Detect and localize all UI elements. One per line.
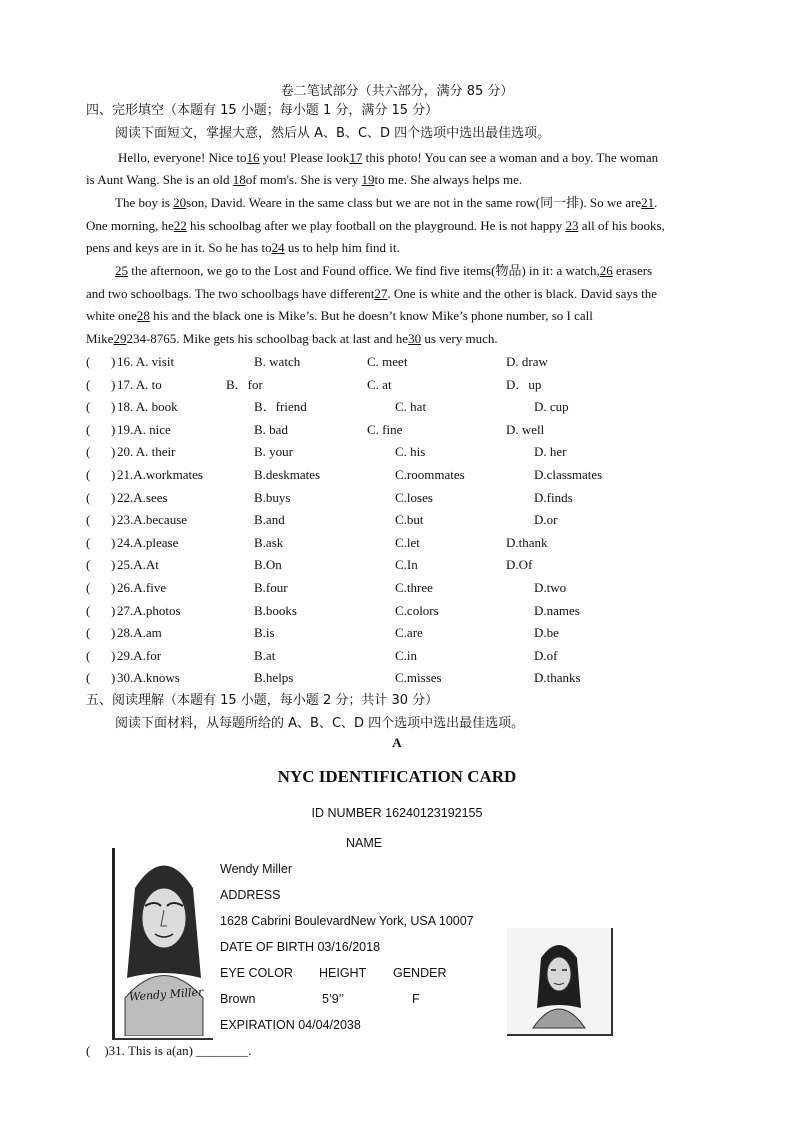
option-a: 24.A.please [117, 534, 179, 550]
option-d: D.of [534, 647, 558, 663]
option-b: B. bad [254, 421, 288, 437]
option-c: C.roommates [395, 467, 465, 482]
answer-paren-close: ) [111, 580, 116, 595]
option-c: C. fine [367, 421, 403, 437]
blank-29: 29 [113, 331, 127, 346]
answer-paren[interactable]: ( [86, 467, 91, 482]
option-b: B. watch [254, 354, 301, 369]
option-b: B.four [254, 580, 288, 595]
option-c: C. hat [395, 399, 427, 415]
answer-paren[interactable]: ( [86, 557, 91, 573]
option-c: C.in [395, 647, 418, 663]
option-a: 27.A.photos [117, 602, 181, 618]
section5-title: 五、阅读理解（本题有 15 小题，每小题 2 分；共计 30 分） [86, 693, 439, 708]
option-d: D.two [534, 580, 567, 595]
card-dob: DATE OF BIRTH 03/16/2018 [220, 940, 381, 954]
question-31-text: )31. This is a(an) ________. [104, 1043, 252, 1058]
answer-paren[interactable]: ( [86, 647, 91, 663]
option-a: 26.A.five [117, 580, 167, 595]
answer-paren-close: ) [111, 421, 116, 437]
passage-line: Mike29234-8765. Mike gets his schoolbag back at last and he30 us very much. [86, 331, 498, 346]
signature: Wendy Miller [128, 985, 204, 1004]
option-d: D.Of [506, 557, 533, 573]
card-gender-value: F [412, 992, 420, 1006]
answer-paren-close: ) [111, 534, 116, 550]
answer-paren-close: ) [111, 670, 116, 686]
card-photo-small [507, 928, 613, 1036]
option-c: C.three [395, 580, 433, 595]
answer-paren[interactable]: ( [86, 489, 91, 505]
option-b: B．for [226, 376, 263, 392]
option-b: B.deskmates [254, 467, 321, 482]
answer-paren[interactable]: ( [86, 444, 91, 460]
option-d: D.finds [534, 489, 573, 505]
option-d: D.be [534, 625, 559, 641]
option-a: 19.A. nice [117, 421, 171, 437]
blank-16: 16 [246, 150, 260, 165]
option-d: D.thank [506, 534, 548, 550]
option-b: B．friend [254, 399, 307, 415]
option-b: B.books [254, 602, 297, 618]
option-d: D．up [506, 376, 542, 392]
answer-paren-close: ) [111, 399, 116, 415]
option-c: C.but [395, 512, 424, 528]
section4-title: 四、完形填空（本题有 15 小题；每小题 1 分，满分 15 分） [86, 103, 439, 118]
answer-paren[interactable]: ( [86, 354, 91, 369]
blank-27: 27 [374, 286, 388, 301]
option-c: C. meet [367, 354, 408, 369]
option-a: 21.A.workmates [117, 467, 203, 482]
part-title: 卷二笔试部分（共六部分，满分 85 分） [280, 84, 514, 99]
option-a: 18. A. book [117, 399, 178, 415]
option-c: C. his [395, 444, 426, 460]
card-name-label: NAME [346, 836, 383, 850]
option-b: B.and [254, 512, 285, 528]
option-b: B.at [254, 647, 276, 663]
option-a: 22.A.sees [117, 489, 168, 505]
blank-20: 20 [173, 195, 187, 210]
blank-17: 17 [349, 150, 363, 165]
card-eye-label: EYE COLOR [220, 966, 293, 980]
option-c: C.misses [395, 670, 442, 686]
part-label-a: A [392, 735, 402, 750]
option-d: D.or [534, 512, 558, 528]
option-d: D. cup [534, 399, 569, 415]
answer-paren[interactable]: ( [86, 512, 91, 528]
portrait-image [115, 848, 213, 1036]
option-c: C.let [395, 534, 420, 550]
answer-paren-close: ) [111, 444, 116, 460]
answer-paren[interactable]: ( [86, 602, 91, 618]
option-d: D. draw [506, 354, 548, 369]
passage-line: 25 the afternoon, we go to the Lost and Found office. We find five items(物品) in it: a watch,26 erasers [115, 263, 653, 278]
option-d: D.names [534, 602, 580, 618]
blank-26: 26 [599, 263, 613, 278]
answer-paren-close: ) [111, 557, 116, 573]
answer-paren[interactable]: ( [86, 625, 91, 641]
option-a: 17. A. to [117, 376, 162, 392]
answer-paren[interactable]: ( [86, 421, 91, 437]
answer-paren-close: ) [111, 376, 116, 392]
answer-paren-close: ) [111, 647, 116, 663]
option-c: C.loses [395, 489, 433, 505]
section4-instruction: 阅读下面短文，掌握大意，然后从 A、B、C、D 四个选项中选出最佳选项。 [115, 126, 551, 141]
card-expiration: EXPIRATION 04/04/2038 [220, 1018, 361, 1032]
passage-line: and two schoolbags. The two schoolbags have different27. One is white and the other is black. David says the [86, 286, 658, 301]
blank-18: 18 [232, 172, 246, 187]
card-id-number: ID NUMBER 16240123192155 [311, 806, 483, 820]
answer-paren[interactable]: ( [86, 580, 91, 595]
portrait-image-small [507, 928, 611, 1034]
blank-30: 30 [408, 331, 422, 346]
option-b: B. your [254, 444, 293, 460]
card-photo-large [112, 848, 213, 1040]
blank-25: 25 [115, 263, 128, 278]
card-address-value: 1628 Cabrini BoulevardNew York, USA 10007 [220, 914, 474, 928]
option-c: C.In [395, 557, 418, 573]
answer-paren[interactable]: ( [86, 534, 91, 550]
answer-paren-close: ) [111, 625, 116, 641]
card-title: NYC IDENTIFICATION CARD [277, 767, 517, 786]
answer-paren-close: ) [111, 354, 116, 369]
card-height-label: HEIGHT [319, 966, 367, 980]
option-b: B.helps [254, 670, 294, 686]
blank-24: 24 [271, 240, 285, 255]
option-d: D. well [506, 421, 545, 437]
passage-line: is Aunt Wang. She is an old 18of mom's. She is very 19to me. She always helps me. [86, 172, 523, 187]
answer-paren-close: ) [111, 467, 116, 482]
option-b: B.buys [254, 489, 291, 505]
option-a: 25.A.At [117, 557, 159, 573]
option-a: 28.A.am [117, 625, 162, 641]
option-c: C.colors [395, 602, 439, 618]
option-b: B.is [254, 625, 275, 641]
option-c: C. at [367, 376, 392, 392]
blank-21: 21 [641, 195, 655, 210]
blank-28: 28 [136, 308, 150, 323]
option-a: 29.A.for [117, 647, 162, 663]
option-b: B.On [254, 557, 282, 573]
blank-19: 19 [361, 172, 375, 187]
passage-line: The boy is 20son, David. Weare in the same class but we are not in the same row(同一排). So we are21. [115, 195, 658, 210]
card-name-value: Wendy Miller [220, 862, 293, 876]
card-gender-label: GENDER [393, 966, 447, 980]
section5-instruction: 阅读下面材料，从每题所给的 A、B、C、D 四个选项中选出最佳选项。 [115, 716, 525, 731]
answer-paren-close: ) [111, 512, 116, 528]
blank-23: 23 [565, 218, 579, 233]
passage-line: One morning, he22 his schoolbag after we play football on the playground. He is not happy 23 all of his books, [86, 218, 665, 233]
option-d: D. her [534, 444, 567, 460]
passage-line: pens and keys are in it. So he has to24 us to help him find it. [86, 240, 400, 255]
answer-paren[interactable]: ( [86, 399, 91, 415]
option-a: 16. A. visit [117, 354, 175, 369]
card-height-value: 5’9’’ [322, 992, 345, 1006]
option-b: B.ask [254, 534, 284, 550]
answer-paren[interactable]: ( [86, 1043, 91, 1058]
passage-line: white one28 his and the black one is Mike’s. But he doesn’t know Mike’s phone number, so I call [86, 308, 593, 323]
option-a: 30.A.knows [117, 670, 180, 686]
answer-paren-close: ) [111, 602, 116, 618]
option-d: D.thanks [534, 670, 581, 686]
question-31 [86, 1042, 251, 1060]
option-c: C.are [395, 625, 423, 641]
card-eye-value: Brown [220, 992, 256, 1006]
answer-paren[interactable]: ( [86, 376, 91, 392]
option-a: 23.A.because [117, 512, 188, 528]
blank-22: 22 [173, 218, 187, 233]
card-address-label: ADDRESS [220, 888, 281, 902]
option-d: D.classmates [534, 467, 603, 482]
option-a: 20. A. their [117, 444, 176, 460]
answer-paren[interactable]: ( [86, 670, 91, 686]
answer-paren-close: ) [111, 489, 116, 505]
passage-line: Hello, everyone! Nice to16 you! Please look17 this photo! You can see a woman and a boy. The woman [118, 150, 659, 165]
